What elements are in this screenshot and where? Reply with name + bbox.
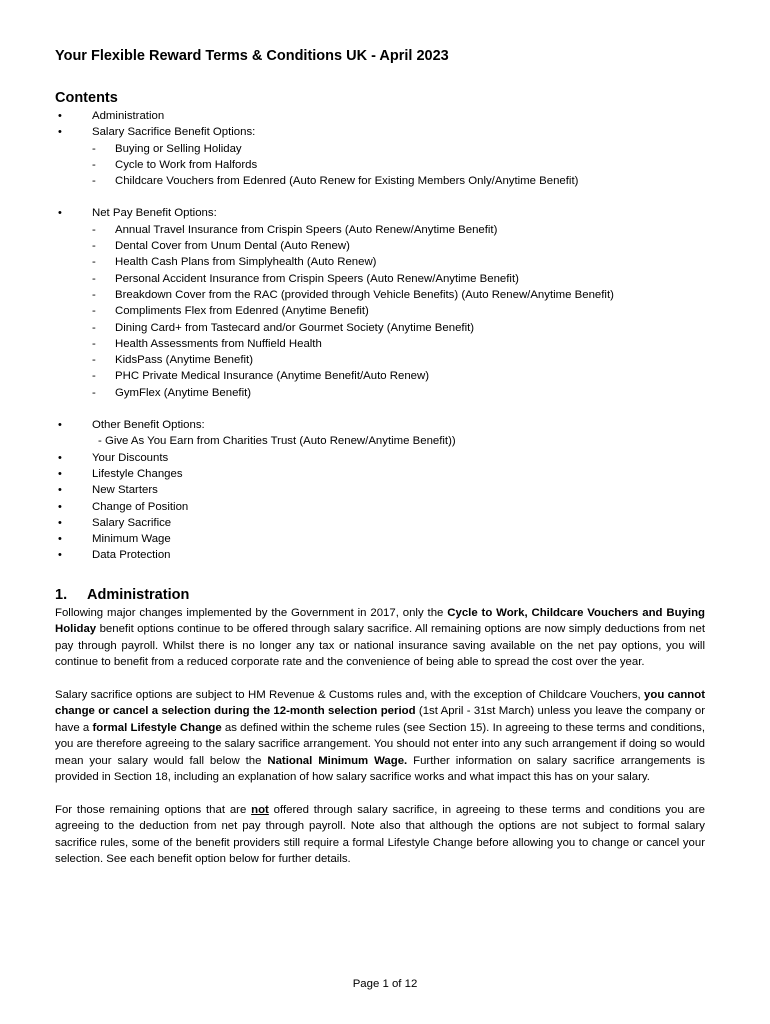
contents-list-other — [55, 417, 705, 564]
toc-item-label: New Starters — [92, 484, 158, 497]
toc-subitem — [92, 385, 705, 401]
toc-subitem — [92, 141, 705, 157]
contents-list-net-pay — [55, 205, 705, 401]
bold-text: you cannot change or cancel a selection during the 12-month selection period — [55, 688, 705, 718]
document-title: Your Flexible Reward Terms & Conditions UK - April 2023 — [55, 48, 449, 64]
toc-subitem-label: Dental Cover from Unum Dental (Auto Renew) — [115, 240, 350, 253]
text-run: For those remaining options that are — [55, 803, 252, 816]
toc-item-label: Minimum Wage — [92, 533, 171, 546]
contents-list — [55, 108, 705, 189]
toc-item-administration — [55, 108, 705, 124]
bullet-icon: • — [58, 419, 62, 432]
bullet-icon: • — [58, 549, 62, 562]
toc-item-salary-sacrifice-options — [55, 124, 705, 189]
bullet-icon: • — [58, 533, 62, 546]
bullet-icon: • — [58, 110, 62, 122]
toc-subitem — [92, 352, 705, 368]
bullet-icon: • — [58, 516, 62, 529]
toc-subitem-label: Health Cash Plans from Simplyhealth (Auto Renew) — [115, 256, 377, 269]
dash-icon: - — [92, 288, 96, 301]
section-heading — [55, 585, 705, 605]
toc-subitem — [92, 368, 705, 384]
paragraph — [55, 687, 705, 786]
toc-subitem — [92, 320, 705, 336]
text-run: as defined within the scheme rules (see Section 15). In agreeing to these terms and conditions, you are therefore agreeing to the salary sacrifice arrangement. You should not enter into any such arrangement if doing so would mean your salary would fall below the — [55, 721, 705, 767]
document-page — [55, 46, 705, 868]
section-title: Administration — [87, 586, 190, 603]
toc-subitem-label: Compliments Flex from Edenred (Anytime Benefit) — [115, 305, 369, 318]
text-run: Following major changes implemented by the Government in 2017, only the — [55, 606, 448, 619]
toc-item-label: Salary Sacrifice — [92, 516, 172, 529]
dash-icon: - — [92, 223, 96, 236]
net-pay-sublist — [92, 222, 705, 401]
dash-icon: - — [92, 240, 96, 253]
toc-item-label: Administration — [92, 110, 165, 122]
toc-subitem-label: GymFlex (Anytime Benefit) — [115, 386, 252, 399]
toc-subitem-label: PHC Private Medical Insurance (Anytime Benefit/Auto Renew) — [115, 370, 430, 383]
toc-subitem-label: Personal Accident Insurance from Crispin Speers (Auto Renew/Anytime Benefit) — [115, 272, 519, 285]
bullet-icon: • — [58, 467, 62, 480]
toc-item — [55, 482, 705, 498]
toc-item-label: Change of Position — [92, 500, 189, 513]
toc-subitem — [92, 173, 705, 189]
bullet-icon: • — [58, 207, 62, 220]
toc-subitem — [92, 254, 705, 270]
toc-item-label: Lifestyle Changes — [92, 467, 183, 480]
text-run: (1st April - 31st March) unless you leave the company or have a — [55, 705, 705, 734]
text-run: Further information on salary sacrifice arrangements is provided in Section 18, including an explanation of how salary sacrifice works and what impact this has on your salary. — [55, 754, 705, 784]
paragraph — [55, 605, 705, 671]
bullet-icon: • — [58, 451, 62, 464]
toc-subitem — [92, 157, 705, 173]
dash-icon: - — [92, 337, 96, 350]
toc-subitem — [92, 238, 705, 254]
toc-subitem-label: Buying or Selling Holiday — [115, 142, 242, 155]
toc-item — [55, 531, 705, 547]
text-run: offered through salary sacrifice, in agreeing to these terms and conditions you are agreeing to the deduction from net pay through payroll. Note also that although the options are not subject to formal salary sacrifice rules, some of the benefit providers still require a formal Lifestyle Change before allowing you to change or cancel your selection. See each benefit option below for further details. — [55, 803, 705, 866]
page-footer: Page 1 of 12 — [352, 978, 418, 990]
bold-underlined-text: not — [251, 803, 269, 816]
dash-icon: - — [92, 142, 96, 155]
contents-heading: Contents — [55, 90, 118, 106]
toc-subitem: - Give As You Earn from Charities Trust (Auto Renew/Anytime Benefit)) — [98, 435, 456, 448]
toc-item — [55, 499, 705, 515]
bold-text: Cycle to Work, Childcare Vouchers and Buying Holiday — [55, 606, 705, 636]
dash-icon: - — [92, 175, 96, 188]
toc-item-label: Other Benefit Options: — [92, 419, 205, 432]
text-run: benefit options continue to be offered through salary sacrifice. All remaining options are now simply deductions from net pay through payroll. Whilst there is no longer any tax or national insurance saving available on the net pay options, you will continue to benefit from a reduced corporate rate and the convenience of being able to spread the cost over the year. — [55, 623, 705, 669]
section-number: 1. — [55, 586, 68, 603]
toc-subitem-label: KidsPass (Anytime Benefit) — [115, 354, 254, 367]
toc-subitem — [92, 287, 705, 303]
bold-text: National Minimum Wage. — [267, 754, 408, 767]
toc-subitem-label: Breakdown Cover from the RAC (provided through Vehicle Benefits) (Auto Renew/Anytime Benefit) — [115, 288, 614, 301]
toc-item — [55, 515, 705, 531]
dash-icon: - — [92, 370, 96, 383]
dash-icon: - — [92, 272, 96, 285]
toc-item-label: Net Pay Benefit Options: — [92, 207, 217, 220]
toc-subitem-label: Annual Travel Insurance from Crispin Speers (Auto Renew/Anytime Benefit) — [115, 223, 498, 236]
bullet-icon: • — [58, 126, 62, 139]
paragraph — [55, 802, 705, 868]
dash-icon: - — [92, 354, 96, 367]
toc-subitem-label: Dining Card+ from Tastecard and/or Gourmet Society (Anytime Benefit) — [115, 321, 475, 334]
toc-item-label: Your Discounts — [92, 451, 169, 464]
dash-icon: - — [92, 305, 96, 318]
toc-item — [55, 547, 705, 563]
toc-subitem — [92, 336, 705, 352]
toc-subitem — [92, 271, 705, 287]
bold-text: formal Lifestyle Change — [92, 721, 222, 734]
toc-subitem-label: Health Assessments from Nuffield Health — [115, 337, 322, 350]
dash-icon: - — [92, 321, 96, 334]
toc-item — [55, 466, 705, 482]
toc-item-label: Data Protection — [92, 549, 171, 562]
toc-subitem-label: Childcare Vouchers from Edenred (Auto Renew for Existing Members Only/Anytime Benefit) — [115, 175, 579, 188]
dash-icon: - — [92, 158, 96, 171]
toc-item-net-pay-options — [55, 205, 705, 401]
text-run: Salary sacrifice options are subject to HM Revenue & Customs rules and, with the exception of Childcare Vouchers, — [55, 688, 645, 701]
bullet-icon: • — [58, 484, 62, 497]
salary-sacrifice-sublist — [92, 141, 705, 190]
dash-icon: - — [92, 256, 96, 269]
toc-subitem — [92, 303, 705, 319]
dash-icon: - — [92, 386, 96, 399]
toc-item-label: Salary Sacrifice Benefit Options: — [92, 126, 256, 139]
toc-item — [55, 450, 705, 466]
toc-subitem-label: Cycle to Work from Halfords — [115, 158, 258, 171]
toc-subitem — [92, 222, 705, 238]
bullet-icon: • — [58, 500, 62, 513]
toc-item-other-options — [55, 417, 705, 450]
